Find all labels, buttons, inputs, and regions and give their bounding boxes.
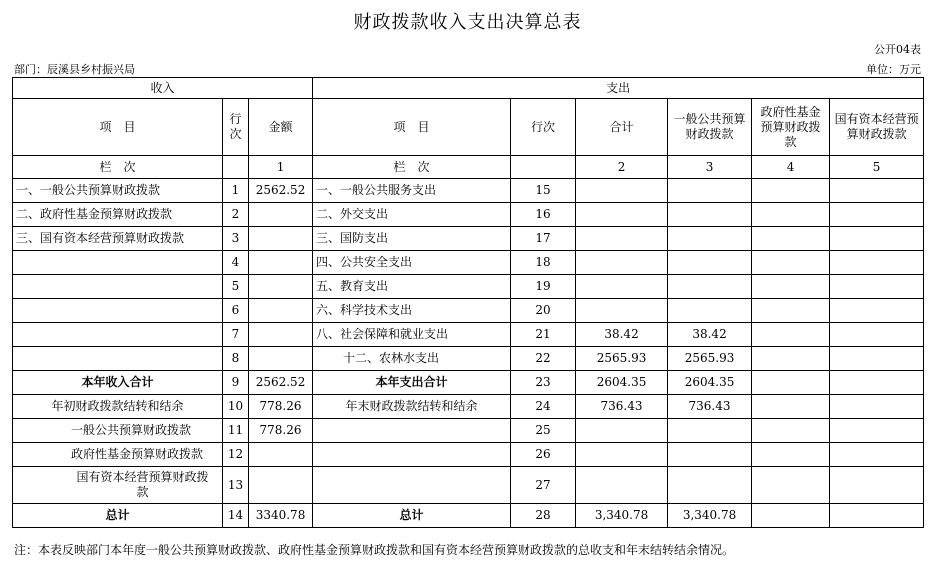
income-amount xyxy=(249,467,313,504)
fund-amount xyxy=(752,419,830,443)
fund-amount xyxy=(752,299,830,323)
income-amount-header: 金额 xyxy=(249,99,313,156)
expense-item: 六、科学技术支出 xyxy=(313,299,511,323)
total-amount xyxy=(576,251,668,275)
income-item: 三、国有资本经营预算财政拨款 xyxy=(13,227,223,251)
income-rowno: 13 xyxy=(223,467,249,504)
expense-rowno: 19 xyxy=(511,275,576,299)
capital-amount xyxy=(830,251,924,275)
general-amount: 2565.93 xyxy=(668,347,752,371)
income-item: 二、政府性基金预算财政拨款 xyxy=(13,203,223,227)
fund-amount xyxy=(752,179,830,203)
expense-item: 本年支出合计 xyxy=(313,371,511,395)
income-amount xyxy=(249,227,313,251)
income-item-header: 项 目 xyxy=(13,99,223,156)
income-amount: 3340.78 xyxy=(249,504,313,528)
department-label: 部门：辰溪县乡村振兴局 xyxy=(14,63,135,76)
fund-amount xyxy=(752,443,830,467)
fund-amount xyxy=(752,227,830,251)
expense-rowno: 15 xyxy=(511,179,576,203)
expense-item xyxy=(313,419,511,443)
capital-amount xyxy=(830,323,924,347)
general-amount xyxy=(668,419,752,443)
income-amount xyxy=(249,323,313,347)
expense-rowno: 26 xyxy=(511,443,576,467)
expense-rowno: 18 xyxy=(511,251,576,275)
income-item: 年初财政拨款结转和结余 xyxy=(13,395,223,419)
expense-item: 一、一般公共服务支出 xyxy=(313,179,511,203)
total-amount xyxy=(576,467,668,504)
table-row xyxy=(13,504,924,528)
table-row xyxy=(13,275,924,299)
capital-amount xyxy=(830,179,924,203)
total-amount: 2604.35 xyxy=(576,371,668,395)
form-code: 公开04表 xyxy=(874,43,921,56)
income-item xyxy=(13,275,223,299)
expense-item: 总计 xyxy=(313,504,511,528)
footnote: 注：本表反映部门本年度一般公共预算财政拨款、政府性基金预算财政拨款和国有资本经营预算财政拨款的总收支和年末结转结余情况。 xyxy=(14,543,735,557)
colnum-5: 5 xyxy=(830,156,924,179)
capital-amount xyxy=(830,467,924,504)
income-item xyxy=(13,347,223,371)
income-rowno-header: 行次 xyxy=(223,99,249,156)
unit-label: 单位：万元 xyxy=(866,63,921,76)
expense-rowno: 27 xyxy=(511,467,576,504)
table-row xyxy=(13,419,924,443)
colnum-4: 4 xyxy=(752,156,830,179)
expense-item: 五、教育支出 xyxy=(313,275,511,299)
income-item: 本年收入合计 xyxy=(13,371,223,395)
capital-amount xyxy=(830,371,924,395)
expense-rowno: 16 xyxy=(511,203,576,227)
fund-amount xyxy=(752,275,830,299)
budget-table xyxy=(12,77,924,528)
expense-rowno: 20 xyxy=(511,299,576,323)
colnum-3: 3 xyxy=(668,156,752,179)
general-amount xyxy=(668,467,752,504)
general-amount xyxy=(668,251,752,275)
income-item xyxy=(13,299,223,323)
total-header: 合计 xyxy=(576,99,668,156)
table-row xyxy=(13,299,924,323)
total-amount xyxy=(576,443,668,467)
income-amount: 2562.52 xyxy=(249,371,313,395)
total-amount xyxy=(576,275,668,299)
expense-item: 年末财政拨款结转和结余 xyxy=(313,395,511,419)
fund-amount xyxy=(752,323,830,347)
gov-fund-header: 政府性基金预算财政拨款 xyxy=(752,99,830,156)
income-rowno: 10 xyxy=(223,395,249,419)
income-item xyxy=(13,251,223,275)
state-capital-header: 国有资本经营预算财政拨款 xyxy=(830,99,924,156)
income-rowno: 14 xyxy=(223,504,249,528)
expense-rowno-header: 行次 xyxy=(511,99,576,156)
general-amount xyxy=(668,227,752,251)
income-amount xyxy=(249,443,313,467)
fund-amount xyxy=(752,347,830,371)
general-amount: 38.42 xyxy=(668,323,752,347)
income-item: 政府性基金预算财政拨款 xyxy=(13,443,223,467)
total-amount: 736.43 xyxy=(576,395,668,419)
capital-amount xyxy=(830,419,924,443)
expense-item: 十二、农林水支出 xyxy=(313,347,511,371)
table-row xyxy=(13,371,924,395)
table-row xyxy=(13,227,924,251)
income-item: 一般公共预算财政拨款 xyxy=(13,419,223,443)
total-amount xyxy=(576,227,668,251)
total-amount: 2565.93 xyxy=(576,347,668,371)
table-row xyxy=(13,395,924,419)
expense-item xyxy=(313,443,511,467)
income-item xyxy=(13,323,223,347)
fund-amount xyxy=(752,504,830,528)
expense-rowno: 25 xyxy=(511,419,576,443)
table-row xyxy=(13,347,924,371)
total-amount xyxy=(576,299,668,323)
colnum-1: 1 xyxy=(249,156,313,179)
income-item: 国有资本经营预算财政拨款 xyxy=(13,467,223,504)
general-amount: 736.43 xyxy=(668,395,752,419)
expense-rowno: 24 xyxy=(511,395,576,419)
table-row xyxy=(13,179,924,203)
income-rowno: 6 xyxy=(223,299,249,323)
income-rowno: 5 xyxy=(223,275,249,299)
general-amount xyxy=(668,179,752,203)
income-item: 一、一般公共预算财政拨款 xyxy=(13,179,223,203)
expense-header: 支出 xyxy=(313,78,924,99)
income-rowno: 12 xyxy=(223,443,249,467)
fund-amount xyxy=(752,395,830,419)
general-amount: 3,340.78 xyxy=(668,504,752,528)
fund-amount xyxy=(752,251,830,275)
income-rowno: 11 xyxy=(223,419,249,443)
general-amount xyxy=(668,203,752,227)
income-amount xyxy=(249,347,313,371)
expense-rowno: 21 xyxy=(511,323,576,347)
general-amount xyxy=(668,299,752,323)
expense-rowno: 28 xyxy=(511,504,576,528)
income-rowno: 7 xyxy=(223,323,249,347)
table-row xyxy=(13,203,924,227)
total-amount: 3,340.78 xyxy=(576,504,668,528)
colnum-exp-label: 栏 次 xyxy=(313,156,511,179)
expense-rowno: 22 xyxy=(511,347,576,371)
fund-amount xyxy=(752,203,830,227)
table-row xyxy=(13,443,924,467)
capital-amount xyxy=(830,395,924,419)
general-budget-header: 一般公共预算财政拨款 xyxy=(668,99,752,156)
income-item: 总计 xyxy=(13,504,223,528)
total-amount xyxy=(576,419,668,443)
income-amount: 778.26 xyxy=(249,419,313,443)
income-amount: 778.26 xyxy=(249,395,313,419)
general-amount xyxy=(668,443,752,467)
expense-item: 四、公共安全支出 xyxy=(313,251,511,275)
income-rowno: 4 xyxy=(223,251,249,275)
expense-item: 三、国防支出 xyxy=(313,227,511,251)
table-row xyxy=(13,251,924,275)
income-amount xyxy=(249,275,313,299)
fund-amount xyxy=(752,467,830,504)
fund-amount xyxy=(752,371,830,395)
expense-rowno: 23 xyxy=(511,371,576,395)
capital-amount xyxy=(830,275,924,299)
total-amount xyxy=(576,179,668,203)
page-title: 财政拨款收入支出决算总表 xyxy=(353,12,582,33)
income-rowno: 1 xyxy=(223,179,249,203)
total-amount xyxy=(576,203,668,227)
income-amount xyxy=(249,203,313,227)
colnum-label: 栏 次 xyxy=(13,156,223,179)
capital-amount xyxy=(830,347,924,371)
colnum-2: 2 xyxy=(576,156,668,179)
expense-item xyxy=(313,467,511,504)
capital-amount xyxy=(830,227,924,251)
table-row xyxy=(13,467,924,504)
general-amount xyxy=(668,275,752,299)
table-row xyxy=(13,323,924,347)
income-amount xyxy=(249,251,313,275)
income-rowno: 8 xyxy=(223,347,249,371)
capital-amount xyxy=(830,443,924,467)
capital-amount xyxy=(830,299,924,323)
income-amount: 2562.52 xyxy=(249,179,313,203)
income-header: 收入 xyxy=(13,78,313,99)
expense-rowno: 17 xyxy=(511,227,576,251)
total-amount: 38.42 xyxy=(576,323,668,347)
capital-amount xyxy=(830,203,924,227)
income-amount xyxy=(249,299,313,323)
income-rowno: 2 xyxy=(223,203,249,227)
income-rowno: 3 xyxy=(223,227,249,251)
capital-amount xyxy=(830,504,924,528)
income-rowno: 9 xyxy=(223,371,249,395)
general-amount: 2604.35 xyxy=(668,371,752,395)
expense-item-header: 项 目 xyxy=(313,99,511,156)
expense-item: 二、外交支出 xyxy=(313,203,511,227)
expense-item: 八、社会保障和就业支出 xyxy=(313,323,511,347)
